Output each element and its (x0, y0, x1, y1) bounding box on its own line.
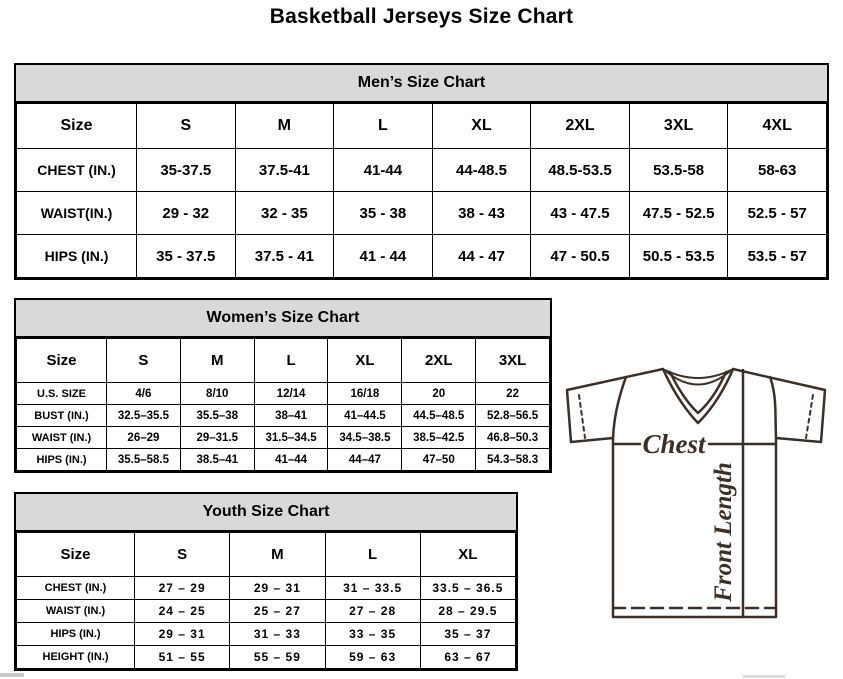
row-label: WAIST (IN.) (17, 427, 107, 449)
womens-chart-title: Women’s Size Chart (16, 300, 550, 338)
table-row (17, 623, 516, 646)
row-label: WAIST (IN.) (17, 600, 135, 623)
size-cell: 44–47 (328, 449, 402, 471)
size-cell: 53.5-58 (629, 149, 728, 192)
size-cell: 47.5 - 52.5 (629, 192, 728, 235)
youth-table (16, 532, 516, 669)
size-cell: 46.8–50.3 (476, 427, 550, 449)
front-length-label: Front Length (710, 462, 737, 602)
jersey-left-cuff-stitch (579, 395, 585, 438)
size-cell: 41-44 (334, 149, 433, 192)
size-cell: 27 – 28 (325, 600, 420, 623)
table-row (17, 192, 827, 235)
womens-header-row (17, 339, 550, 383)
row-label: CHEST (IN.) (17, 149, 137, 192)
bottom-left-gray-bar (0, 673, 24, 677)
size-cell: 35 - 37.5 (137, 235, 236, 278)
size-cell: 44.5–48.5 (402, 405, 476, 427)
size-cell: 41 - 44 (334, 235, 433, 278)
youth-chart-title: Youth Size Chart (16, 494, 516, 532)
row-label: BUST (IN.) (17, 405, 107, 427)
column-header: L (325, 533, 420, 577)
table-row (17, 149, 827, 192)
jersey-right-cuff-stitch (806, 395, 813, 438)
size-cell: 29–31.5 (180, 427, 254, 449)
mens-header-row (17, 104, 827, 149)
size-cell: 43 - 47.5 (531, 192, 630, 235)
size-cell: 37.5-41 (235, 149, 334, 192)
row-label: WAIST(IN.) (17, 192, 137, 235)
size-cell: 29 – 31 (135, 623, 230, 646)
column-header: Size (17, 533, 135, 577)
column-header: 3XL (476, 339, 550, 383)
size-cell: 35 - 38 (334, 192, 433, 235)
size-cell: 35.5–38 (180, 405, 254, 427)
size-cell: 8/10 (180, 383, 254, 405)
mens-size-chart-section (14, 63, 829, 280)
column-header: 2XL (531, 104, 630, 149)
size-cell: 33 – 35 (325, 623, 420, 646)
size-cell: 52.8–56.5 (476, 405, 550, 427)
size-cell: 27 – 29 (135, 577, 230, 600)
row-label: HIPS (IN.) (17, 449, 107, 471)
jersey-right-sleeve-seam (770, 377, 776, 438)
size-cell: 12/14 (254, 383, 328, 405)
size-cell: 52.5 - 57 (728, 192, 827, 235)
size-cell: 29 – 31 (230, 577, 325, 600)
table-row (17, 600, 516, 623)
size-cell: 50.5 - 53.5 (629, 235, 728, 278)
size-cell: 41–44 (254, 449, 328, 471)
page-title: Basketball Jerseys Size Chart (269, 5, 574, 28)
size-cell: 34.5–38.5 (328, 427, 402, 449)
size-cell: 38 - 43 (432, 192, 531, 235)
row-label: HEIGHT (IN.) (17, 646, 135, 669)
size-cell: 47 - 50.5 (531, 235, 630, 278)
size-cell: 32.5–35.5 (107, 405, 181, 427)
column-header: Size (17, 339, 107, 383)
size-cell: 38–41 (254, 405, 328, 427)
size-cell: 22 (476, 383, 550, 405)
size-cell: 41–44.5 (328, 405, 402, 427)
size-cell: 63 – 67 (420, 646, 515, 669)
column-header: Size (17, 104, 137, 149)
column-header: S (137, 104, 236, 149)
table-row (17, 449, 550, 471)
size-cell: 16/18 (328, 383, 402, 405)
row-label: CHEST (IN.) (17, 577, 135, 600)
table-row (17, 577, 516, 600)
column-header: L (334, 104, 433, 149)
size-cell: 29 - 32 (137, 192, 236, 235)
mens-table (16, 103, 827, 278)
size-cell: 33.5 – 36.5 (420, 577, 515, 600)
size-cell: 44-48.5 (432, 149, 531, 192)
mens-chart-title: Men’s Size Chart (16, 65, 827, 103)
size-cell: 54.3–58.3 (476, 449, 550, 471)
chest-label: Chest (642, 429, 706, 459)
size-cell: 48.5-53.5 (531, 149, 630, 192)
table-row (17, 235, 827, 278)
size-cell: 38.5–42.5 (402, 427, 476, 449)
jersey-outline (567, 369, 825, 617)
size-cell: 32 - 35 (235, 192, 334, 235)
row-label: U.S. SIZE (17, 383, 107, 405)
size-cell: 31 – 33.5 (325, 577, 420, 600)
size-cell: 24 – 25 (135, 600, 230, 623)
bottom-right-gray-bar (743, 675, 785, 678)
size-cell: 28 – 29.5 (420, 600, 515, 623)
column-header: L (254, 339, 328, 383)
column-header: XL (432, 104, 531, 149)
column-header: 3XL (629, 104, 728, 149)
size-cell: 35 – 37 (420, 623, 515, 646)
size-cell: 59 – 63 (325, 646, 420, 669)
size-cell: 44 - 47 (432, 235, 531, 278)
table-row (17, 383, 550, 405)
column-header: XL (420, 533, 515, 577)
column-header: M (180, 339, 254, 383)
size-cell: 37.5 - 41 (235, 235, 334, 278)
size-cell: 55 – 59 (230, 646, 325, 669)
size-cell: 47–50 (402, 449, 476, 471)
size-cell: 53.5 - 57 (728, 235, 827, 278)
row-label: HIPS (IN.) (17, 623, 135, 646)
size-cell: 31.5–34.5 (254, 427, 328, 449)
column-header: M (235, 104, 334, 149)
size-cell: 58-63 (728, 149, 827, 192)
column-header: 4XL (728, 104, 827, 149)
column-header: 2XL (402, 339, 476, 383)
jersey-left-sleeve-seam (613, 377, 626, 438)
size-cell: 20 (402, 383, 476, 405)
size-cell: 38.5–41 (180, 449, 254, 471)
size-cell: 4/6 (107, 383, 181, 405)
column-header: S (107, 339, 181, 383)
table-row (17, 405, 550, 427)
size-cell: 26–29 (107, 427, 181, 449)
size-cell: 51 – 55 (135, 646, 230, 669)
womens-size-chart-section (14, 298, 552, 473)
column-header: M (230, 533, 325, 577)
row-label: HIPS (IN.) (17, 235, 137, 278)
column-header: S (135, 533, 230, 577)
youth-size-chart-section (14, 492, 518, 671)
table-row (17, 427, 550, 449)
table-row (17, 646, 516, 669)
womens-table (16, 338, 550, 471)
column-header: XL (328, 339, 402, 383)
size-cell: 25 – 27 (230, 600, 325, 623)
size-cell: 35.5–58.5 (107, 449, 181, 471)
jersey-measurement-diagram (563, 366, 835, 624)
size-cell: 35-37.5 (137, 149, 236, 192)
size-cell: 31 – 33 (230, 623, 325, 646)
youth-header-row (17, 533, 516, 577)
